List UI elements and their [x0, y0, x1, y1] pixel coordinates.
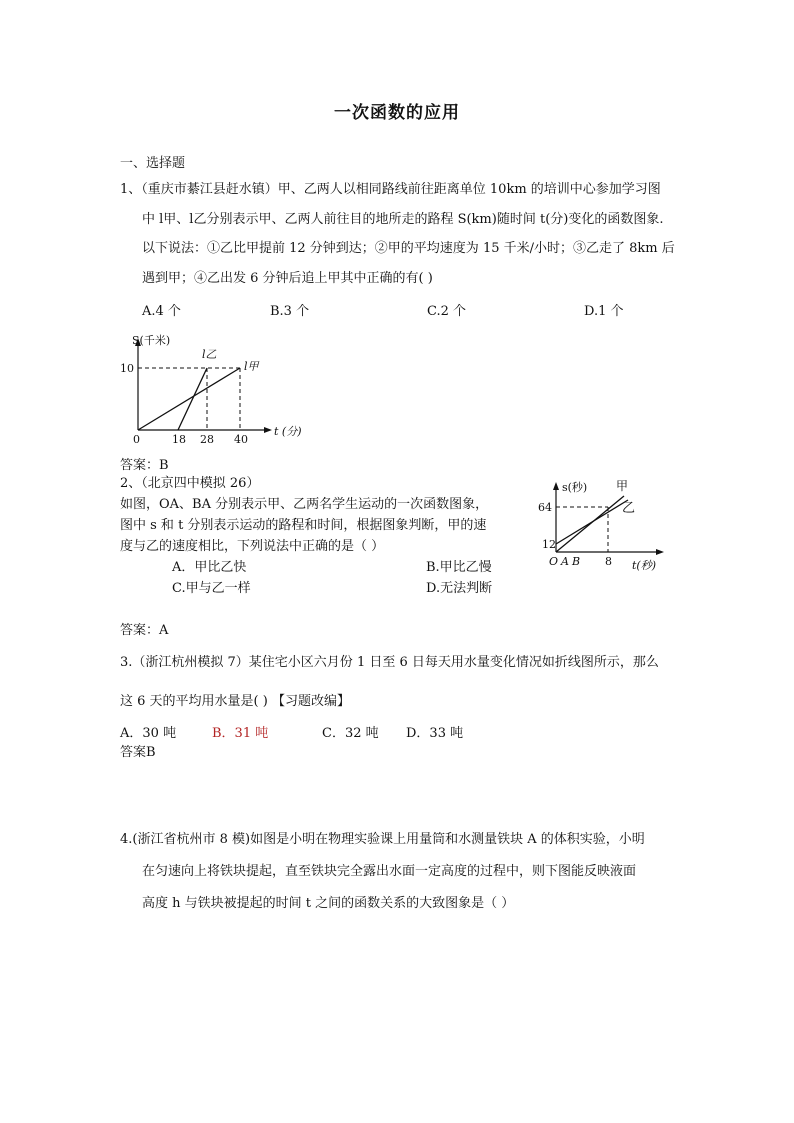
q1-tick-18: 18	[172, 433, 186, 446]
q1-label-yi: l乙	[202, 348, 217, 361]
q1-line-jia	[138, 368, 240, 430]
q3-line-1: 3.（浙江杭州模拟 7）某住宅小区六月份 1 日至 6 日每天用水量变化情况如折线图所示，那么	[120, 655, 659, 670]
q1-y-label: S(千米)	[132, 334, 171, 347]
q2-tick-8: 8	[605, 555, 612, 568]
q1-tick-28: 28	[200, 433, 214, 446]
q1-line-2: 中 l甲、l乙分别表示甲、乙两人前往目的地所走的路程 S(km)随时间 t(分)变化的函数图象.	[142, 212, 664, 227]
q2-y-label: s(秒)	[562, 481, 588, 494]
page-title: 一次函数的应用	[334, 103, 460, 123]
q2-tick-12: 12	[542, 538, 556, 551]
q2-x-arrow	[656, 549, 664, 555]
q2-tick-o: O	[549, 555, 559, 568]
q1-option-a: A.4 个	[142, 304, 181, 319]
q1-line-4: 遇到甲；④乙出发 6 分钟后追上甲其中正确的有( )	[142, 271, 433, 286]
q1-line-3: 以下说法：①乙比甲提前 12 分钟到达；②甲的平均速度为 15 千米/小时；③乙走了 8km 后	[142, 241, 675, 256]
q2-tick-b: B	[572, 555, 581, 568]
q2-line-2: 如图，OA、BA 分别表示甲、乙两名学生运动的一次函数图象，	[120, 497, 489, 512]
q1-option-b: B.3 个	[270, 304, 310, 319]
q1-y-value: 10	[120, 362, 134, 375]
q1-option-d: D.1 个	[584, 304, 624, 319]
q1-label-jia: l甲	[244, 360, 259, 373]
section-heading: 一、选择题	[120, 156, 186, 171]
q1-line-1: 1、（重庆市綦江县赶水镇）甲、乙两人以相同路线前往距离单位 10km 的培训中心参加学习图	[120, 182, 661, 197]
q1-line-yi	[178, 368, 207, 430]
q3-answer: 答案B	[120, 745, 156, 760]
q4-line-1: 4.(浙江省杭州市 8 模)如图是小明在物理实验课上用量筒和水测量铁块 A 的体积实验，小明	[120, 832, 645, 847]
q2-option-d: D.无法判断	[426, 581, 493, 596]
q1-answer: 答案：B	[120, 458, 169, 473]
q2-line-4: 度与乙的速度相比，下列说法中正确的是（ ）	[120, 539, 385, 554]
q2-label-jia: 甲	[616, 479, 629, 493]
q3-option-b: B．31 吨	[212, 726, 269, 741]
q2-option-a: A．甲比乙快	[172, 560, 247, 575]
q2-line-1: 2、（北京四中模拟 26）	[120, 476, 260, 491]
q2-line-oa	[556, 496, 624, 552]
q3-line-2: 这 6 天的平均用水量是( ) 【习题改编】	[120, 694, 350, 709]
q2-x-label: t(秒)	[632, 559, 657, 572]
q3-option-a: A．30 吨	[120, 726, 177, 741]
q4-line-2: 在匀速向上将铁块提起，直至铁块完全露出水面一定高度的过程中，则下图能反映液面	[142, 864, 637, 879]
q2-tick-a: A	[561, 555, 569, 568]
q2-y-arrow	[553, 482, 559, 490]
q1-option-c: C.2 个	[427, 304, 467, 319]
q1-x-label: t (分)	[274, 425, 302, 438]
q1-x-arrow	[264, 427, 272, 433]
q2-option-b: B.甲比乙慢	[426, 560, 492, 575]
q2-option-c: C.甲与乙一样	[172, 581, 251, 596]
q2-label-yi: 乙	[622, 501, 636, 516]
q1-graph	[118, 328, 308, 448]
q2-tick-64: 64	[538, 501, 552, 514]
q1-tick-40: 40	[234, 433, 248, 446]
q2-answer: 答案：A	[120, 623, 169, 638]
q2-graph	[536, 476, 676, 576]
q4-line-3: 高度 h 与铁块被提起的时间 t 之间的函数关系的大致图象是（ ）	[142, 896, 515, 911]
q3-option-d: D．33 吨	[406, 726, 464, 741]
q3-option-c: C．32 吨	[322, 726, 379, 741]
q2-line-3: 图中 s 和 t 分别表示运动的路程和时间，根据图象判断，甲的速	[120, 518, 487, 533]
q1-tick-0: 0	[133, 433, 140, 446]
